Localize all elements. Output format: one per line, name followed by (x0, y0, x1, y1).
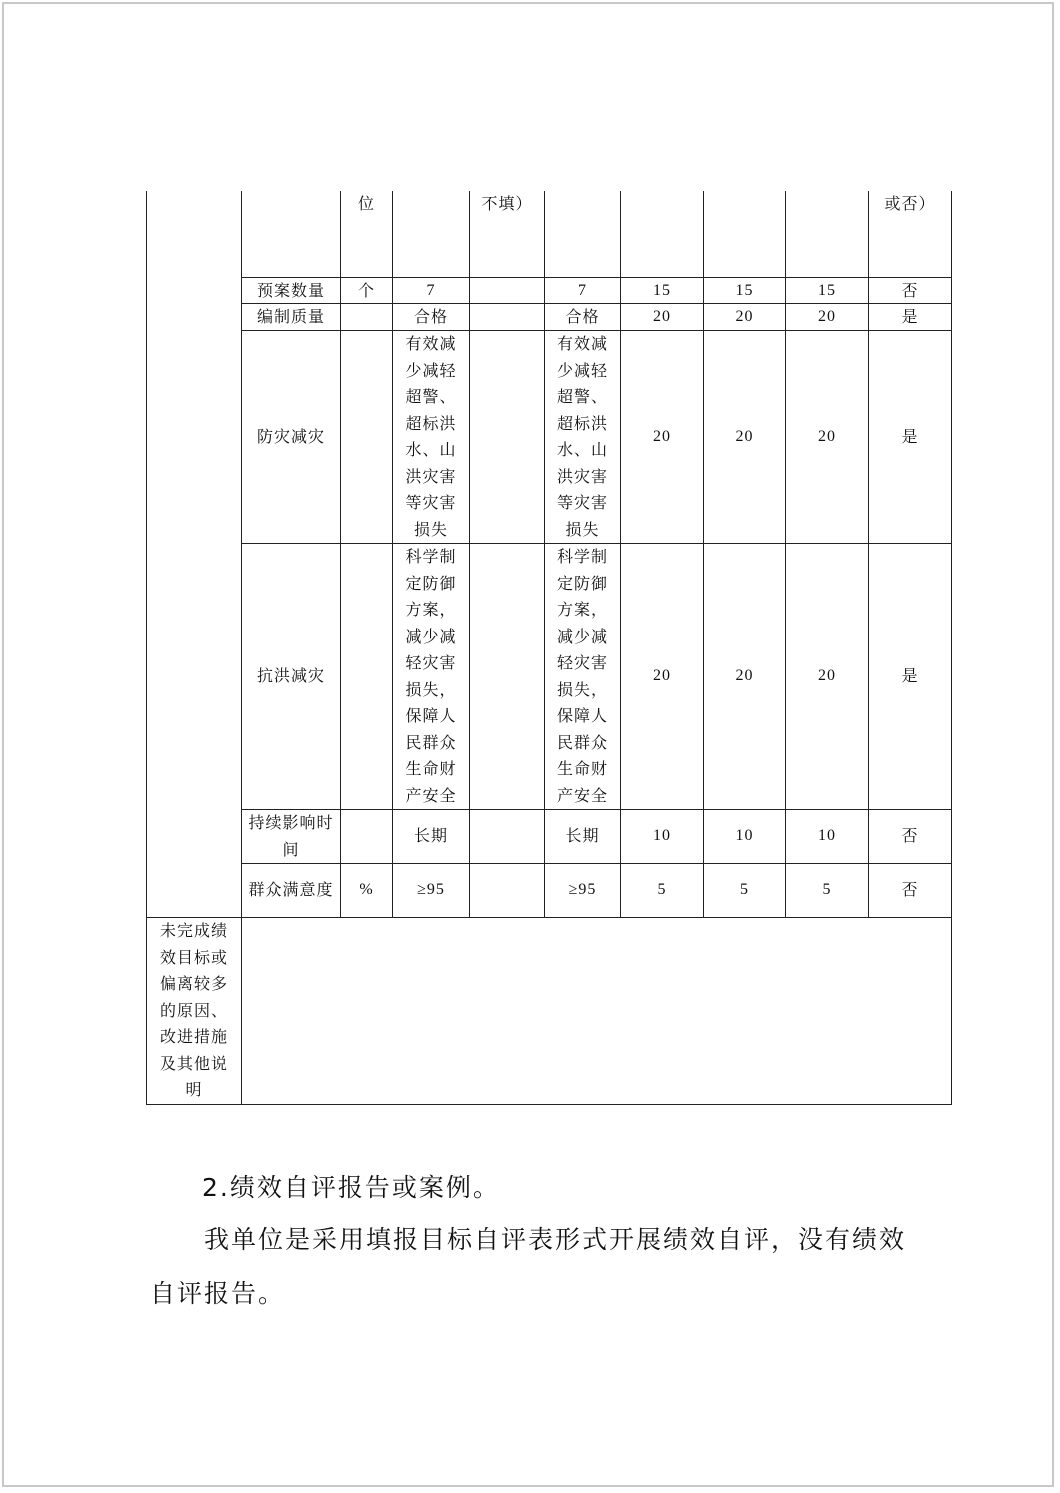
actual-value: 有效减少减轻超警、超标洪水、山洪灾害等灾害损失 (545, 331, 621, 544)
blank-header-tail: 不填） (470, 191, 545, 278)
table-row (147, 864, 952, 918)
weight-value: 20 (621, 304, 704, 331)
score-value: 20 (704, 331, 786, 544)
actual-value: 科学制定防御方案，减少减轻灾害损失，保障人民群众生命财产安全 (545, 544, 621, 810)
actual-value: 长期 (545, 810, 621, 864)
weight-value: 5 (621, 864, 704, 918)
actual-value: ≥95 (545, 864, 621, 918)
target-value: 长期 (393, 810, 470, 864)
unit-header-tail: 位 (341, 191, 393, 278)
score-value: 20 (786, 331, 869, 544)
weight-value: 20 (621, 331, 704, 544)
table-row (147, 191, 952, 278)
table-row (147, 810, 952, 864)
actual-value: 合格 (545, 304, 621, 331)
indicator-name: 抗洪减灾 (242, 544, 341, 810)
indicator-unit (341, 544, 393, 810)
score-value: 10 (704, 810, 786, 864)
target-value: ≥95 (393, 864, 470, 918)
weight-value: 15 (621, 278, 704, 304)
table-row (147, 918, 952, 1105)
score-value: 20 (786, 304, 869, 331)
indicator-name: 编制质量 (242, 304, 341, 331)
score-value: 15 (704, 278, 786, 304)
flag-value: 是 (869, 331, 952, 544)
flag-value: 否 (869, 864, 952, 918)
indicator-name: 群众满意度 (242, 864, 341, 918)
section-heading: 2.绩效自评报告或案例。 (202, 1173, 500, 1202)
indicator-name: 预案数量 (242, 278, 341, 304)
flag-header-tail: 或否） (869, 191, 952, 278)
indicator-name: 持续影响时间 (242, 810, 341, 864)
score-value: 20 (704, 304, 786, 331)
performance-table (146, 191, 952, 1105)
indicator-unit: % (341, 864, 393, 918)
weight-value: 20 (621, 544, 704, 810)
table-row (147, 331, 952, 544)
flag-value: 是 (869, 544, 952, 810)
target-value: 科学制定防御方案，减少减轻灾害损失，保障人民群众生命财产安全 (393, 544, 470, 810)
notes-value (242, 918, 952, 1105)
actual-value: 7 (545, 278, 621, 304)
indicator-unit: 个 (341, 278, 393, 304)
paragraph-line: 自评报告。 (150, 1279, 286, 1308)
table-row (147, 304, 952, 331)
flag-value: 否 (869, 278, 952, 304)
score-value: 20 (786, 544, 869, 810)
score-value: 10 (786, 810, 869, 864)
target-value: 7 (393, 278, 470, 304)
indicator-unit (341, 304, 393, 331)
score-value: 15 (786, 278, 869, 304)
indicator-unit (341, 810, 393, 864)
flag-value: 是 (869, 304, 952, 331)
score-value: 20 (704, 544, 786, 810)
indicator-unit (341, 331, 393, 544)
weight-value: 10 (621, 810, 704, 864)
indicator-name: 防灾减灾 (242, 331, 341, 544)
flag-value: 否 (869, 810, 952, 864)
merged-category-cell (147, 191, 242, 918)
target-value: 合格 (393, 304, 470, 331)
score-value: 5 (704, 864, 786, 918)
table-row (147, 544, 952, 810)
target-value: 有效减少减轻超警、超标洪水、山洪灾害等灾害损失 (393, 331, 470, 544)
paragraph-line: 我单位是采用填报目标自评表形式开展绩效自评，没有绩效 (204, 1225, 907, 1254)
notes-label: 未完成绩效目标或偏离较多的原因、改进措施及其他说明 (147, 918, 242, 1105)
score-value: 5 (786, 864, 869, 918)
table-row (147, 278, 952, 304)
